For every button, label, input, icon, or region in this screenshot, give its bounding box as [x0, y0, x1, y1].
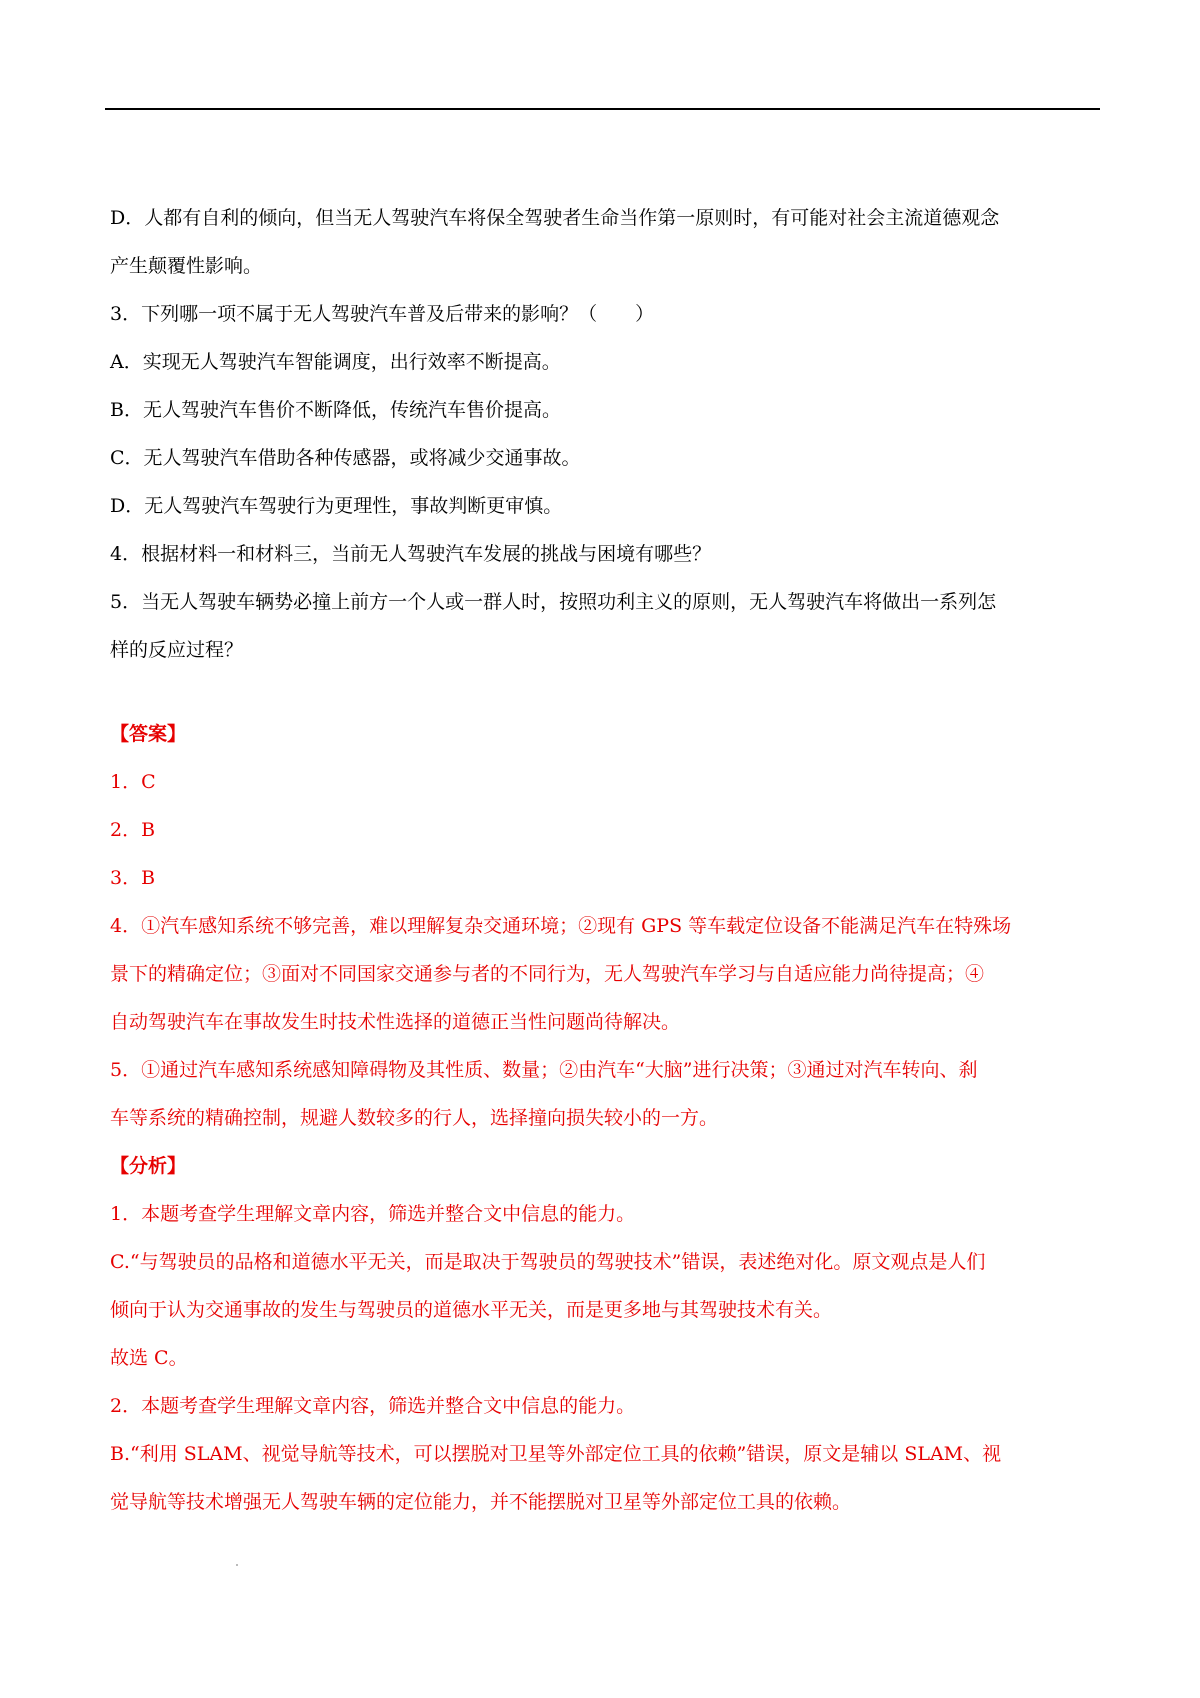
analysis-2-b-line2: 觉导航等技术增强无人驾驶车辆的定位能力，并不能摆脱对卫星等外部定位工具的依赖。 [110, 1491, 852, 1513]
analysis-1: 1．本题考查学生理解文章内容，筛选并整合文中信息的能力。 [110, 1203, 636, 1225]
analysis-1-c-line1: C.“与驾驶员的品格和道德水平无关，而是取决于驾驶员的驾驶技术”错误，表述绝对化。原文观点是人们 [110, 1251, 986, 1273]
answer-4-line1: 4．①汽车感知系统不够完善，难以理解复杂交通环境；②现有 GPS 等车载定位设备不能满足汽车在特殊场 [110, 915, 1012, 937]
analysis-2: 2．本题考查学生理解文章内容，筛选并整合文中信息的能力。 [110, 1395, 636, 1417]
answer-4-line3: 自动驾驶汽车在事故发生时技术性选择的道德正当性问题尚待解决。 [110, 1011, 681, 1033]
answer-2: 2．B [110, 819, 156, 841]
q2-option-d-line1: D．人都有自利的倾向，但当无人驾驶汽车将保全驾驶者生命当作第一原则时，有可能对社会主流道德观念 [110, 207, 1000, 229]
q5-stem-line1: 5．当无人驾驶车辆势必撞上前方一个人或一群人时，按照功利主义的原则，无人驾驶汽车将做出一系列怎 [110, 591, 997, 613]
analysis-1-c-line2: 倾向于认为交通事故的发生与驾驶员的道德水平无关，而是更多地与其驾驶技术有关。 [110, 1299, 833, 1321]
q3-option-a: A．实现无人驾驶汽车智能调度，出行效率不断提高。 [110, 351, 561, 373]
q4-stem: 4．根据材料一和材料三，当前无人驾驶汽车发展的挑战与困境有哪些？ [110, 543, 712, 565]
scan-speck [236, 1564, 238, 1566]
answer-5-line1: 5．①通过汽车感知系统感知障碍物及其性质、数量；②由汽车“大脑”进行决策；③通过对汽车转向、刹 [110, 1059, 978, 1081]
q3-option-d: D．无人驾驶汽车驾驶行为更理性，事故判断更审慎。 [110, 495, 563, 517]
answer-1: 1．C [110, 771, 156, 793]
q3-stem: 3．下列哪一项不属于无人驾驶汽车普及后带来的影响？（ ） [110, 303, 655, 325]
q5-stem-line2: 样的反应过程？ [110, 639, 244, 661]
q3-option-b: B．无人驾驶汽车售价不断降低，传统汽车售价提高。 [110, 399, 561, 421]
analysis-2-b-line1: B.“利用 SLAM、视觉导航等技术，可以摆脱对卫星等外部定位工具的依赖”错误，原文是辅以 SLAM、视 [110, 1443, 1002, 1465]
analysis-header: 【分析】 [110, 1155, 187, 1177]
q3-option-c: C．无人驾驶汽车借助各种传感器，或将减少交通事故。 [110, 447, 581, 469]
answer-5-line2: 车等系统的精确控制，规避人数较多的行人，选择撞向损失较小的一方。 [110, 1107, 719, 1129]
analysis-1-choice: 故选 C。 [110, 1347, 188, 1369]
answer-header: 【答案】 [110, 723, 187, 745]
answer-4-line2: 景下的精确定位；③面对不同国家交通参与者的不同行为，无人驾驶汽车学习与自适应能力尚待提高；④ [110, 963, 985, 985]
header-rule [105, 108, 1100, 110]
answer-3: 3．B [110, 867, 156, 889]
q2-option-d-line2: 产生颠覆性影响。 [110, 255, 263, 277]
